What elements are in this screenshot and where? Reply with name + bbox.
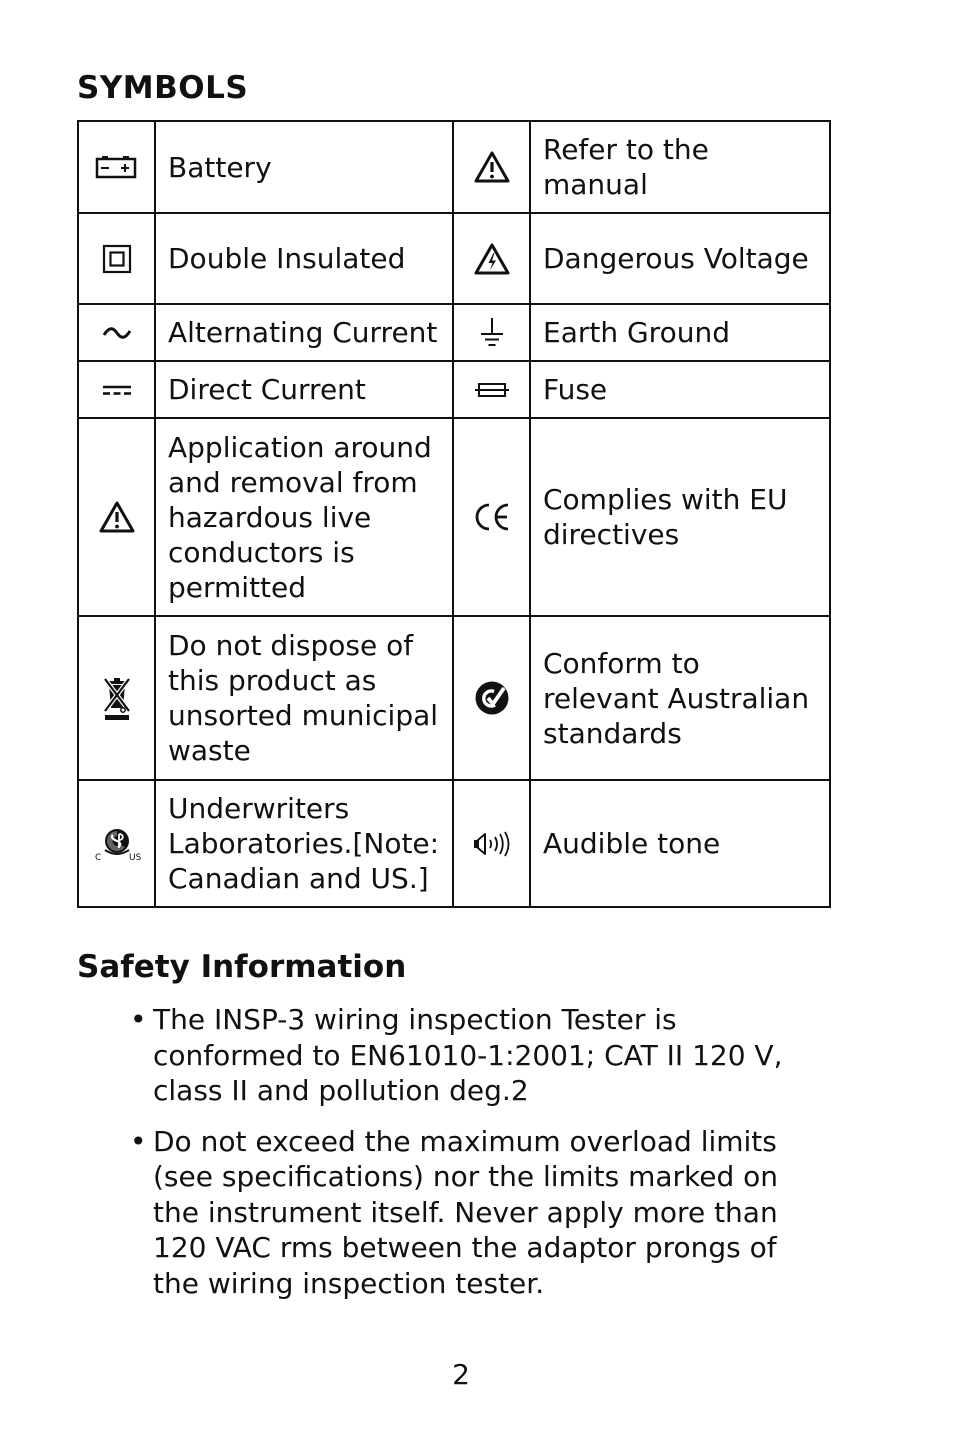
csa-mark-c-letter: C	[94, 852, 101, 862]
battery-icon	[95, 154, 139, 180]
symbol-icon-cell	[78, 121, 155, 213]
symbol-label: Underwriters Laboratories.[Note: Canadian and US.]	[155, 780, 453, 907]
warning-triangle-icon	[473, 150, 511, 184]
symbol-row	[78, 213, 830, 304]
symbol-icon-cell	[453, 121, 530, 213]
symbol-row	[78, 361, 830, 418]
c-tick-icon	[474, 680, 510, 716]
symbol-icon-cell	[78, 780, 155, 907]
symbol-icon-cell	[453, 780, 530, 907]
direct-current-icon	[102, 384, 132, 396]
symbol-icon-cell	[453, 213, 530, 304]
symbol-label: Application around and removal from hazardous live conductors is permitted	[155, 418, 453, 616]
double-insulated-icon	[102, 244, 132, 274]
bullet-marker: •	[130, 1003, 147, 1036]
symbol-label: Direct Current	[155, 361, 453, 418]
safety-information-heading: Safety Information	[77, 949, 407, 985]
symbol-label: Fuse	[530, 361, 830, 418]
list-item	[130, 1124, 830, 1302]
symbol-label: Earth Ground	[530, 304, 830, 361]
bullet-marker: •	[130, 1124, 147, 1158]
symbol-icon-cell	[453, 418, 530, 616]
symbol-label: Dangerous Voltage	[530, 213, 830, 304]
alternating-current-icon	[102, 326, 132, 340]
list-item-text: Do not exceed the maximum overload limits (see specifications) nor the limits marked on the instrument itself. Never apply more than 120 VAC rms between the adaptor prongs of the wiring inspection tester.	[153, 1124, 779, 1300]
symbols-heading: SYMBOLS	[77, 70, 249, 106]
symbols-table	[77, 120, 831, 908]
csa-mark-icon	[92, 826, 142, 862]
symbol-icon-cell	[78, 616, 155, 780]
symbol-label: Audible tone	[530, 780, 830, 907]
symbol-icon-cell	[78, 213, 155, 304]
list-item	[130, 1002, 830, 1109]
csa-mark-us-letters: US	[128, 852, 141, 862]
symbol-label: Battery	[155, 121, 453, 213]
symbol-label: Conform to relevant Australian standards	[530, 616, 830, 780]
symbol-icon-cell	[453, 361, 530, 418]
page-number: 2	[452, 1358, 470, 1391]
symbol-row	[78, 616, 830, 780]
symbol-row	[78, 418, 830, 616]
dangerous-voltage-icon	[473, 242, 511, 276]
list-item-text: The INSP-3 wiring inspection Tester is conformed to EN61010-1:2001; CAT II 120 V, class II and pollution deg.2	[153, 1003, 783, 1107]
audible-tone-icon	[472, 831, 512, 857]
symbol-row	[78, 780, 830, 907]
symbol-icon-cell	[78, 418, 155, 616]
symbol-label: Do not dispose of this product as unsorted municipal waste	[155, 616, 453, 780]
symbol-icon-cell	[78, 304, 155, 361]
weee-crossed-bin-icon	[102, 675, 132, 721]
ce-mark-icon	[472, 501, 512, 533]
safety-information-list	[130, 1002, 830, 1316]
fuse-icon	[474, 382, 510, 398]
warning-triangle-icon	[98, 500, 136, 534]
symbol-label: Complies with EU directives	[530, 418, 830, 616]
symbol-label: Alternating Current	[155, 304, 453, 361]
symbol-icon-cell	[453, 616, 530, 780]
symbol-icon-cell	[78, 361, 155, 418]
earth-ground-icon	[478, 317, 506, 349]
symbol-icon-cell	[453, 304, 530, 361]
symbol-label: Refer to the manual	[530, 121, 830, 213]
symbol-label: Double Insulated	[155, 213, 453, 304]
symbol-row	[78, 304, 830, 361]
symbol-row	[78, 121, 830, 213]
